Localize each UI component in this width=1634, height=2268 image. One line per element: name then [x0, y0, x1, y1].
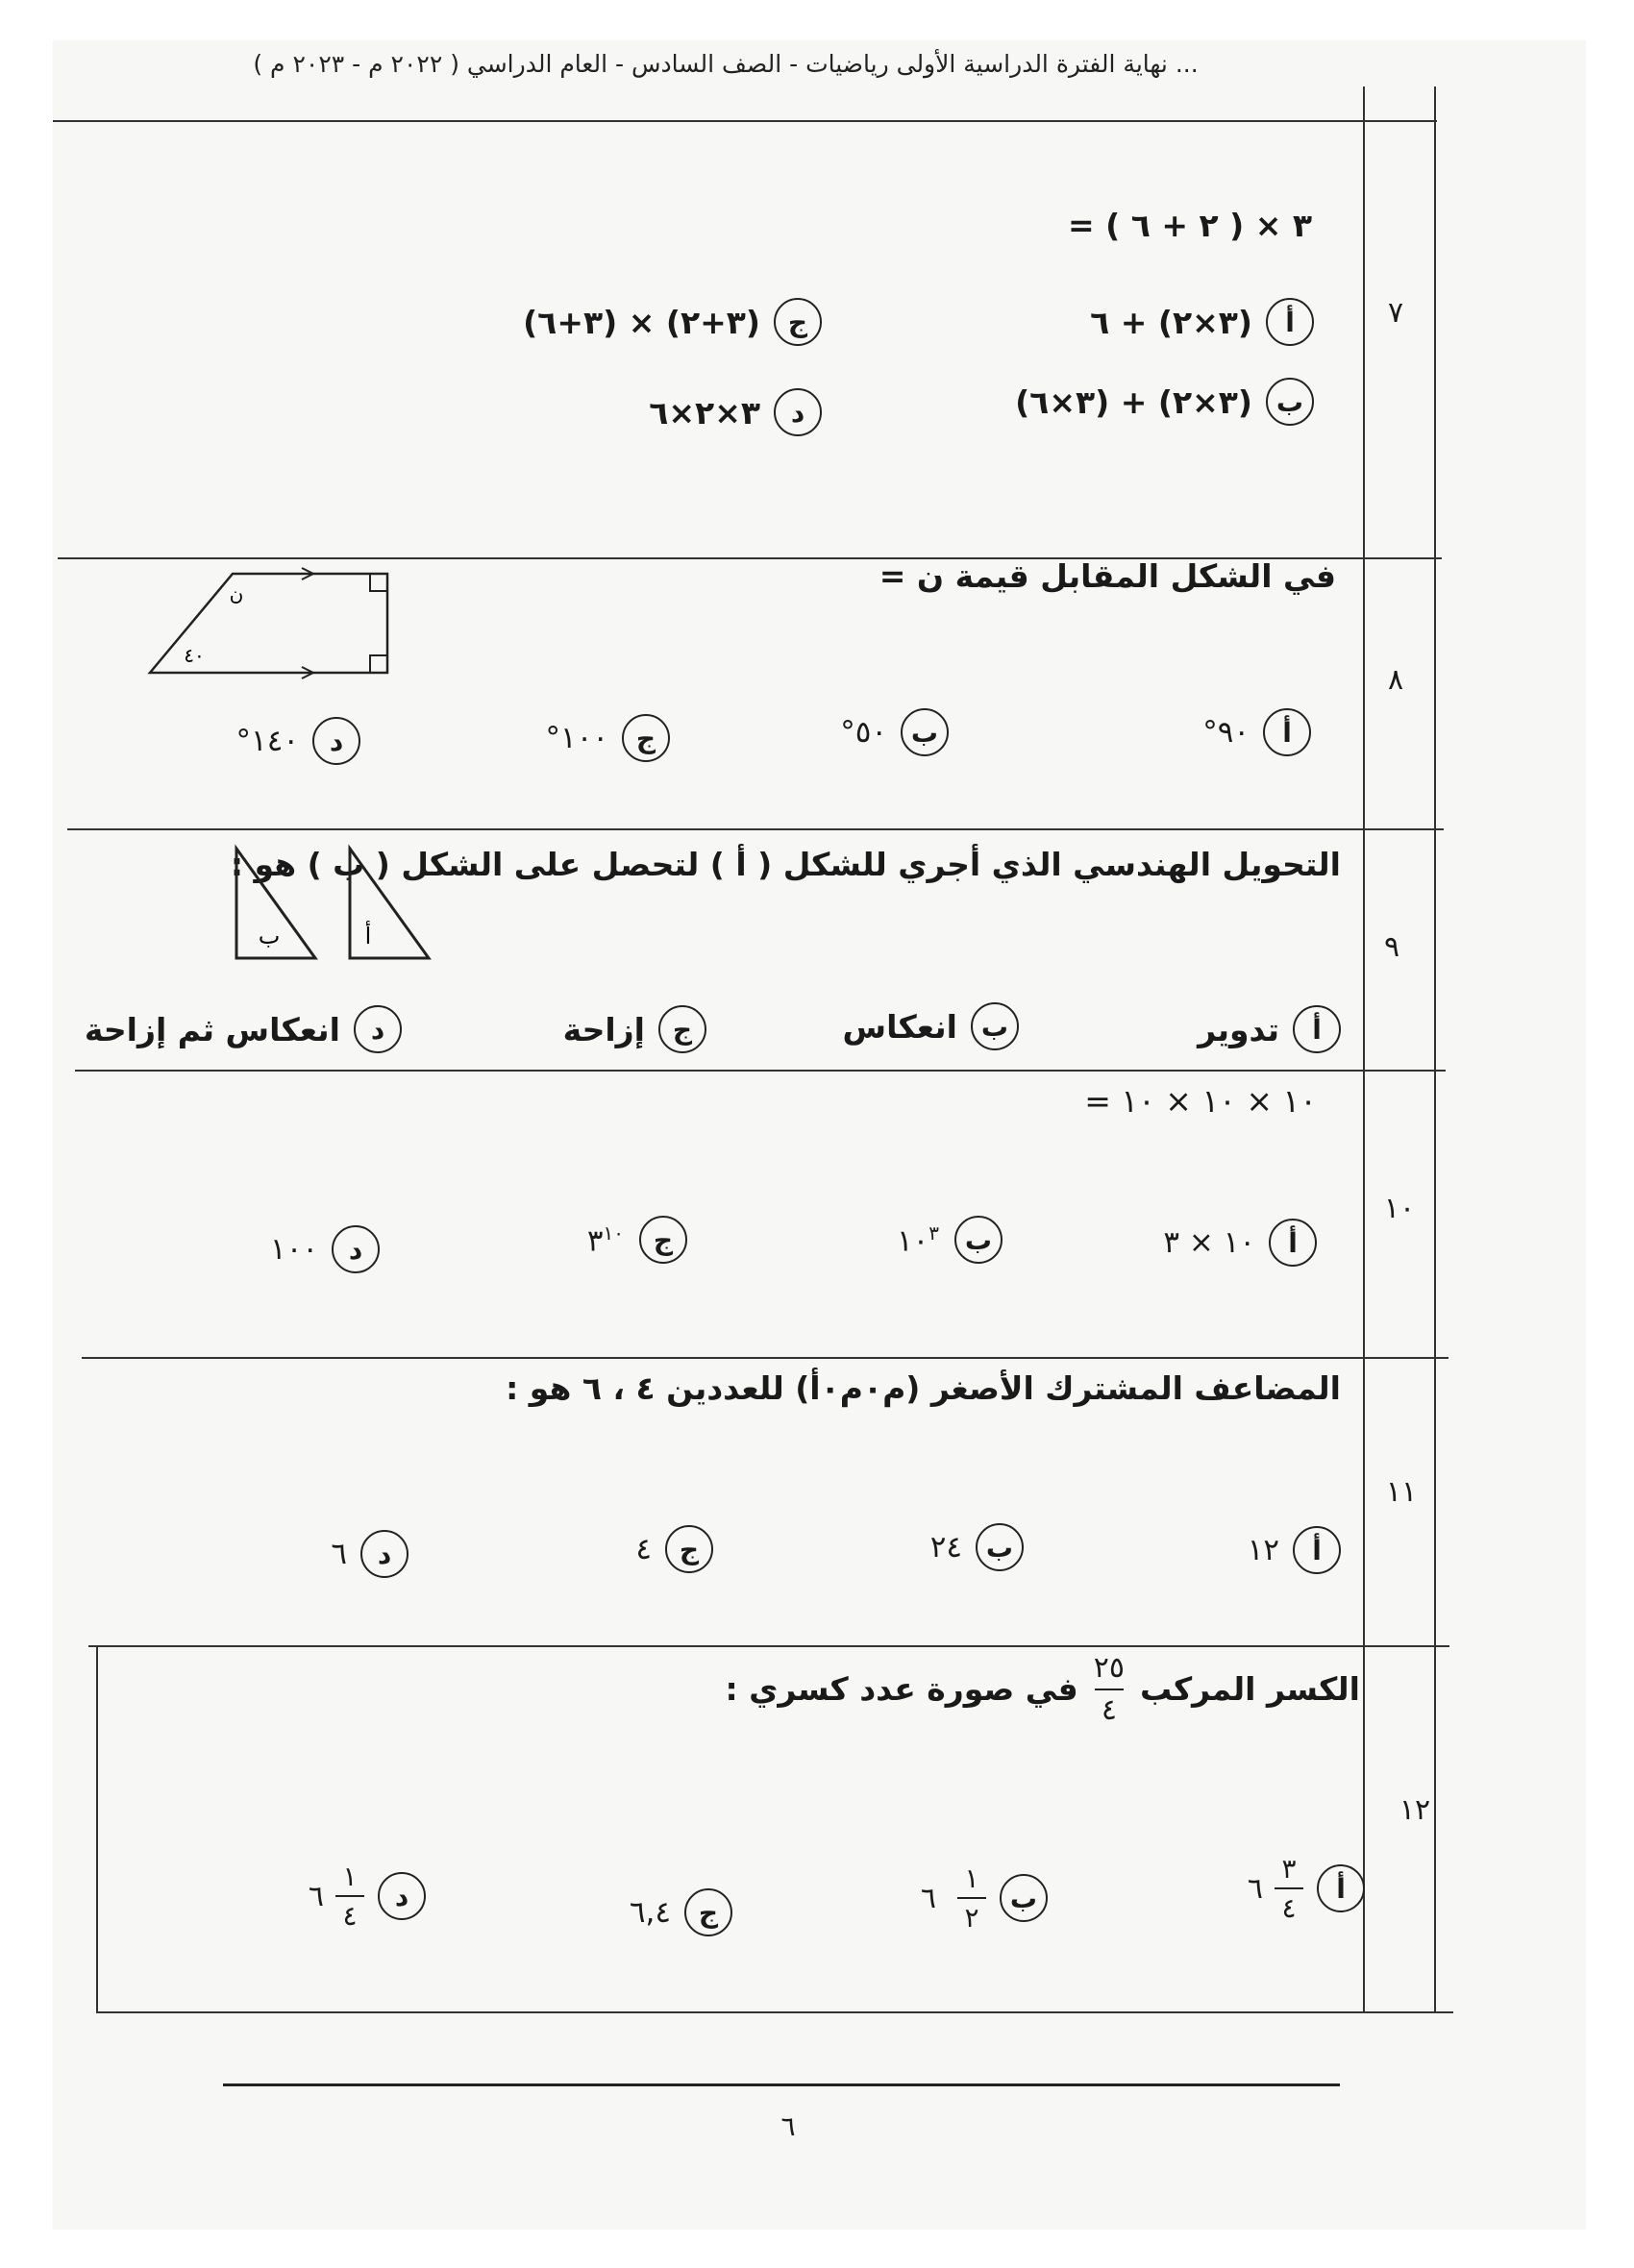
power-exponent: ١٠ — [603, 1220, 624, 1245]
option-letter-circle: د — [312, 717, 360, 765]
fraction — [1275, 1855, 1303, 1923]
row-divider — [53, 120, 1437, 122]
q9-option-a[interactable] — [1198, 1005, 1341, 1053]
q10-option-a[interactable] — [1163, 1219, 1317, 1267]
option-letter-circle: ب — [954, 1216, 1003, 1264]
option-letter-circle: أ — [1266, 298, 1314, 346]
option-letter-circle: ب — [976, 1523, 1024, 1571]
fraction-numerator: ٣ — [1281, 1853, 1297, 1885]
option-value: ٣×٢×٦ — [649, 393, 760, 431]
q7-option-c[interactable] — [523, 298, 822, 346]
unknown-angle-label: ن — [229, 582, 244, 605]
q7-option-d[interactable] — [649, 388, 822, 436]
footer-divider — [223, 2083, 1340, 2086]
fraction-numerator: ٢٥ — [1093, 1651, 1126, 1685]
power-base: ٣ — [586, 1223, 604, 1259]
power-value — [897, 1221, 941, 1258]
mixed-number — [921, 1864, 986, 1933]
trapezoid-figure — [144, 562, 394, 682]
table-right-border — [1434, 86, 1436, 2011]
fraction-bar — [957, 1897, 986, 1899]
question-12-text-before: الكسر المركب — [1140, 1670, 1360, 1708]
q12-option-d[interactable] — [309, 1862, 426, 1931]
option-letter-circle: أ — [1263, 708, 1311, 756]
option-letter-circle: د — [378, 1872, 426, 1920]
option-value: ١٠ × ٣ — [1163, 1225, 1255, 1260]
q8-option-d[interactable] — [236, 717, 360, 765]
power-base: ١٠ — [896, 1223, 929, 1259]
q7-option-b[interactable] — [1015, 378, 1314, 426]
option-letter-circle: أ — [1293, 1526, 1341, 1574]
q11-option-b[interactable] — [930, 1523, 1024, 1571]
power-value — [587, 1221, 626, 1258]
option-value: (٣×٢) + ٦ — [1090, 303, 1252, 341]
fraction-numerator: ١ — [342, 1861, 358, 1892]
fraction-bar — [1095, 1689, 1124, 1690]
page-header: ... نهاية الفترة الدراسية الأولى رياضيات - الصف السادس - العام الدراسي ( ٢٠٢٢ م - ٢٠٢٣ م ) — [253, 50, 1199, 78]
option-letter-circle: ب — [1000, 1874, 1048, 1922]
option-value: تدوير — [1198, 1010, 1279, 1048]
option-value: ٦,٤ — [629, 1895, 671, 1930]
row-divider — [82, 1357, 1448, 1359]
shape-b-label: ب — [258, 923, 281, 949]
q12-option-b[interactable] — [921, 1864, 1048, 1933]
option-value: ١٠٠° — [545, 721, 608, 755]
question-11-text: المضاعف المشترك الأصغر (م٠م٠أ) للعددين ٤ ، ٦ هو : — [506, 1369, 1341, 1407]
option-letter-circle: ج — [658, 1005, 706, 1053]
question-9-text: التحويل الهندسي الذي أجري للشكل ( أ ) لتحصل على الشكل ( ب ) هو : — [230, 846, 1341, 883]
q9-option-d[interactable] — [85, 1005, 402, 1053]
option-letter-circle: أ — [1317, 1864, 1365, 1912]
q10-option-b[interactable] — [897, 1216, 1003, 1264]
given-angle-label: ٤٠ — [184, 644, 205, 667]
option-letter-circle: ب — [971, 1002, 1019, 1050]
fraction — [957, 1864, 986, 1933]
question-number-8: ٨ — [1387, 663, 1404, 697]
option-value: ٤ — [635, 1532, 652, 1566]
question-10-text: ١٠ × ١٠ × ١٠ = — [1084, 1082, 1317, 1120]
whole-part: ٦ — [1247, 1871, 1263, 1906]
fraction-bar — [1275, 1887, 1303, 1889]
option-letter-circle: د — [360, 1530, 408, 1578]
improper-fraction — [1094, 1653, 1125, 1725]
q11-option-c[interactable] — [635, 1525, 713, 1573]
option-letter-circle: د — [332, 1225, 380, 1273]
option-letter-circle: ب — [1266, 378, 1314, 426]
power-exponent: ٣ — [928, 1220, 939, 1245]
option-value: (٣+٢) × (٣+٦) — [523, 303, 760, 341]
question-7-text: ٣ × ( ٢ + ٦ ) = — [1067, 207, 1312, 244]
option-value: ١٠٠ — [270, 1232, 318, 1267]
q12-option-a[interactable] — [1248, 1855, 1365, 1923]
q8-option-b[interactable] — [840, 708, 949, 756]
question-8-text: في الشكل المقابل قيمة ن = — [879, 557, 1336, 595]
row-divider — [88, 1645, 1449, 1647]
page-number: ٦ — [780, 2110, 796, 2142]
option-value: ١٢ — [1247, 1533, 1279, 1567]
q10-option-c[interactable] — [587, 1216, 687, 1264]
fraction — [335, 1862, 364, 1931]
question-number-11: ١١ — [1385, 1475, 1418, 1509]
option-value: ٩٠° — [1202, 715, 1250, 750]
option-value: إزاحة — [562, 1010, 645, 1048]
q9-option-c[interactable] — [563, 1005, 706, 1053]
option-letter-circle: أ — [1269, 1219, 1317, 1267]
number-column-divider — [1363, 86, 1365, 2011]
question-12-text — [725, 1653, 1360, 1725]
table-left-border — [96, 1645, 98, 2011]
row-divider — [67, 828, 1444, 830]
fraction-bar — [335, 1895, 364, 1897]
mixed-number — [309, 1862, 364, 1931]
option-value: (٣×٢) + (٣×٦) — [1015, 382, 1252, 421]
fraction-denominator: ٤ — [342, 1900, 358, 1933]
question-12-text-after: في صورة عدد كسري : — [725, 1670, 1078, 1708]
q12-option-c[interactable] — [630, 1888, 732, 1936]
shape-a-label: أ — [364, 923, 372, 949]
fraction-denominator: ٤ — [1281, 1892, 1297, 1925]
question-number-12: ١٢ — [1399, 1793, 1431, 1827]
option-letter-circle: ج — [639, 1216, 687, 1264]
question-number-10: ١٠ — [1383, 1192, 1416, 1225]
q8-option-c[interactable] — [546, 714, 670, 762]
option-value: ٦ — [331, 1537, 347, 1571]
option-letter-circle: د — [774, 388, 822, 436]
option-letter-circle: ج — [665, 1525, 713, 1573]
question-number-7: ٧ — [1387, 296, 1404, 330]
fraction-denominator: ٤ — [1101, 1692, 1117, 1727]
option-letter-circle: د — [354, 1005, 402, 1053]
row-divider — [75, 1070, 1446, 1072]
option-letter-circle: أ — [1293, 1005, 1341, 1053]
option-letter-circle: ج — [774, 298, 822, 346]
option-value: ١٤٠° — [235, 724, 299, 758]
option-value: ٥٠° — [840, 715, 887, 750]
option-value: ٢٤ — [929, 1530, 962, 1565]
fraction-numerator: ١ — [964, 1862, 979, 1894]
whole-part: ٦ — [920, 1881, 936, 1915]
option-letter-circle: ج — [684, 1888, 732, 1936]
q10-option-d[interactable] — [270, 1225, 380, 1273]
q8-option-a[interactable] — [1202, 708, 1311, 756]
q11-option-d[interactable] — [331, 1530, 408, 1578]
option-letter-circle: ب — [901, 708, 949, 756]
mixed-number — [1248, 1855, 1303, 1923]
option-letter-circle: ج — [622, 714, 670, 762]
fraction-denominator: ٢ — [964, 1902, 979, 1935]
whole-part: ٦ — [308, 1879, 324, 1913]
option-value: انعكاس — [842, 1007, 957, 1046]
question-number-9: ٩ — [1383, 930, 1400, 964]
triangles-figure — [231, 841, 433, 966]
row-divider — [96, 2011, 1453, 2013]
q11-option-a[interactable] — [1248, 1526, 1341, 1574]
q7-option-a[interactable] — [1090, 298, 1314, 346]
option-value: انعكاس ثم إزاحة — [84, 1010, 340, 1048]
q9-option-b[interactable] — [843, 1002, 1019, 1050]
